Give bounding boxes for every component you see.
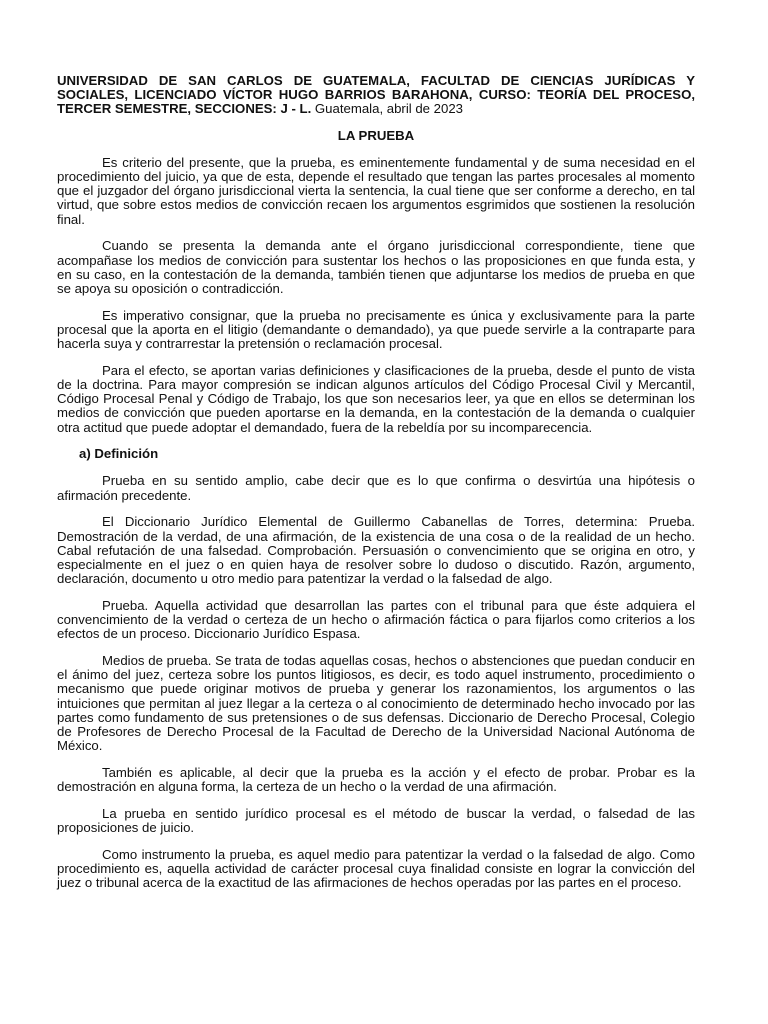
header-place-date: Guatemala, abril de 2023 [311,101,464,117]
intro-paragraph: Es imperativo consignar, que la prueba no precisamente es única y exclusivamente para la parte procesal que la aporta en el litigio (demandante o demandado), ya que puede servirle a la contraparte para hacerla suya y contrarrestar la pretensión o reclamación procesal. [57,307,695,352]
definition-paragraph: Prueba. Aquella actividad que desarrollan las partes con el tribunal para que éste adquiera el convencimiento de la verdad o certeza de un hecho o afirmación fáctica o para fijarlos como criterios a los efectos de un proceso. Diccionario Jurídico Espasa. [57,597,695,642]
definition-paragraph: También es aplicable, al decir que la prueba es la acción y el efecto de probar. Probar es la demostración en alguna forma, la certeza de un hecho o la verdad de una afirmación. [57,764,695,795]
definition-paragraph: El Diccionario Jurídico Elemental de Guillermo Cabanellas de Torres, determina: Prueba. Demostración de la verdad, de una afirmación, de la existencia de una cosa o de la realidad de un hecho. Cabal refutación de una falsedad. Comprobación. Persuasión o convencimiento que se origina en otro, y especialmente en el juez o en quien haya de resolver sobre lo dudoso o discutido. Razón, argumento, declaración, documento u otro medio para patentizar la verdad o la falsedad de algo. [57,514,695,587]
definition-paragraph: Como instrumento la prueba, es aquel medio para patentizar la verdad o la falsedad de algo. Como procedimiento es, aquella actividad de carácter procesal cuya finalidad consiste en lograr la convicción del juez o tribunal acerca de la exactitud de las afirmaciones de hechos operadas por las partes en el proceso. [57,846,695,891]
definition-paragraph: Medios de prueba. Se trata de todas aquellas cosas, hechos o abstenciones que puedan conducir en el ánimo del juez, certeza sobre los puntos litigiosos, es decir, es todo aquel instrumento, procedimiento o mecanismo que puede originar motivos de prueba y generar los razonamientos, los argumentos o las intuiciones que permitan al juez llegar a la certeza o al conocimiento de determinado hecho invocado por las partes como fundamento de sus pretensiones o de sus defensas. Diccionario de Derecho Procesal, Colegio de Profesores de Derecho Procesal de la Facultad de Derecho de la Universidad Nacional Autónoma de México. [57,653,695,754]
intro-paragraph: Para el efecto, se aportan varias definiciones y clasificaciones de la prueba, desde el punto de vista de la doctrina. Para mayor compresión se indican algunos artículos del Código Procesal Civil y Mercantil, Código Procesal Penal y Código de Trabajo, los que son necesarios leer, ya que en ellos se determinan los medios de convicción que pueden aportarse en la demanda, en la contestación de la demanda o cualquier otra actitud que puede adoptar el demandado, fuera de la rebeldía por su incomparecencia. [57,362,695,435]
definition-paragraph: Prueba en su sentido amplio, cabe decir que es lo que confirma o desvirtúa una hipótesis o afirmación precedente. [57,473,695,503]
definition-paragraph: La prueba en sentido jurídico procesal es el método de buscar la verdad, o falsedad de las proposiciones de juicio. [57,805,695,836]
header-institution: UNIVERSIDAD DE SAN CARLOS DE GUATEMALA, FACULTAD DE CIENCIAS JURÍDICAS Y SOCIALES, LICENCIADO VÍCTOR HUGO BARRIOS BARAHONA, CURSO: TEORÍA DEL PROCESO, TERCER SEMESTRE, SECCIONES: J - L. [57,73,695,117]
intro-paragraph: Es criterio del presente, que la prueba, es eminentemente fundamental y de suma necesidad en el procedimiento del juicio, ya que de esta, depende el resultado que tengan las partes procesales al momento que el juzgador del órgano jurisdiccional vierta la sentencia, la cual tiene que ser conforme a derecho, en tal virtud, que sobre estos medios de convicción recaen los argumentos esgrimidos que sostienen la resolución final. [57,154,695,227]
document-header [57,74,695,117]
document-title: LA PRUEBA [337,127,415,143]
intro-paragraph: Cuando se presenta la demanda ante el órgano jurisdiccional correspondiente, tiene que acompañase los medios de convicción para sustentar los hechos o las proposiciones en que funda esta, y en su caso, en la contestación de la demanda, también tienen que adjuntarse los medios de prueba en que se apoya su oposición o contradicción. [57,238,695,296]
section-heading-definicion: a) Definición [79,446,159,462]
